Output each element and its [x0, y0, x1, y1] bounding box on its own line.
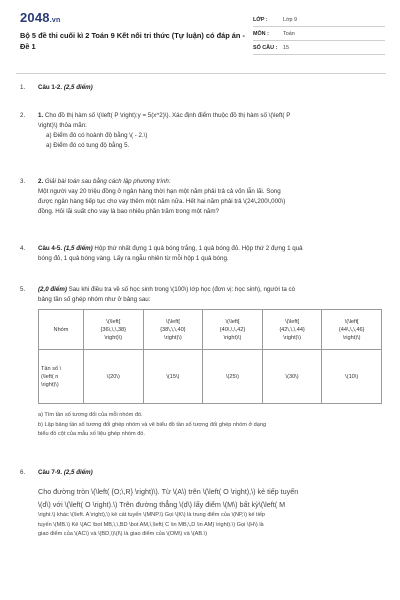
- cell-line: \right)\): [223, 334, 242, 341]
- question-text-line: giao điểm của \(AC\) và \(BD,\)\(I\) là giao điểm của \(OM\) và \(AB.\): [38, 531, 208, 537]
- question-text-line: bảng tần số ghép nhóm như ở bảng sau:: [38, 296, 151, 303]
- question-points: (2,5 điểm): [63, 84, 93, 91]
- cell-line: \right)\): [104, 334, 123, 341]
- table-header-cell: Nhóm: [39, 310, 84, 350]
- document-header: [0, 0, 400, 70]
- cell-line: \(\left[: [165, 318, 180, 325]
- meta-table: [253, 13, 385, 55]
- meta-value: Toán: [283, 30, 295, 37]
- question-number: 6.: [20, 469, 26, 476]
- question-text-line: Sau khi điều tra về số học sinh trong \(100\) lớp học (đơn vị: học sinh), người ta có: [66, 286, 296, 293]
- table-cell: \(20\): [84, 350, 144, 404]
- cell-line: \(\left[: [106, 318, 121, 325]
- table-header-cell: [39, 350, 84, 404]
- table-cell: [322, 310, 382, 350]
- question-text-line: Cho đường tròn \(\left( {O;\,R} \right)\). Từ \(A\) trên \(\left( O \right),\) kẻ tiếp tuyến: [38, 487, 299, 496]
- question-points: (2,5 điểm): [63, 469, 93, 476]
- question-points: (1,5 điểm): [63, 245, 93, 252]
- table-cell: [143, 310, 203, 350]
- question-2: [20, 111, 390, 161]
- question-3: [20, 177, 390, 227]
- question-title: Câu 1-2.: [38, 84, 63, 91]
- cell-line: \(\left[: [225, 318, 240, 325]
- question-number: 5.: [20, 286, 26, 293]
- table-row: [39, 350, 382, 404]
- cell-line: {44\,\,\,46}: [338, 326, 365, 333]
- subquestion-a: a) Tìm tần số tương đối của mỗi nhóm đó.: [38, 412, 143, 418]
- cell-line: \(\left[: [285, 318, 300, 325]
- meta-row-count: [253, 41, 385, 55]
- subquestion-b: b) Lập bảng tần số tương đối ghép nhóm và vẽ biểu đồ tần số tương đối ghép nhóm ở dạng: [38, 421, 267, 428]
- meta-label: SỐ CÂU :: [253, 44, 278, 51]
- question-points: (2,0 điểm): [38, 286, 67, 293]
- question-text-line: được ngân hàng tiếp tục cho vay thêm một năm nữa. Hết hai năm phải trả \(24\,200\,000\): [38, 198, 286, 205]
- question-text-line: Cho đồ thị hàm số \(\left( P \right):y = 5(x^2)\). Xác định điểm thuộc đồ thị hàm số \(\left( P: [44, 112, 291, 119]
- table-cell: \(25\): [203, 350, 263, 404]
- question-lead: 1.: [38, 112, 44, 119]
- question-4: [20, 244, 390, 266]
- question-text-line: \(d\) với \(\left( O \right).\) Trên đường thẳng \(d\) lấy điểm \(M\) bất kỳ\(\left( M: [38, 499, 286, 509]
- subquestion-a: a) Điểm đó có hoành độ bằng \( - 2.\): [46, 132, 148, 139]
- question-6: [20, 468, 390, 568]
- question-text-line: bóng đỏ, 1 quả bóng vàng. Lấy ra ngẫu nhiên từ mỗi hộp 1 quả bóng.: [38, 255, 229, 262]
- meta-row-subject: [253, 27, 385, 41]
- question-lead: 2.: [38, 178, 44, 185]
- table-cell: \(30\): [262, 350, 322, 404]
- table-cell: \(10\): [322, 350, 382, 404]
- cell-line: {42\,\,\,44}: [279, 326, 305, 333]
- question-text-line: Một người vay 20 triệu đồng ở ngân hàng thời hạn một năm phải trả cả vốn lẫn lãi. Song: [38, 188, 281, 195]
- meta-value: 15: [283, 44, 289, 51]
- cell-line: {40\,\,\,42}: [219, 326, 246, 333]
- question-title: Câu 4-5.: [38, 245, 63, 252]
- question-1: [20, 83, 380, 93]
- meta-value: Lớp 9: [283, 16, 298, 23]
- table-cell: [203, 310, 263, 350]
- meta-row-class: [253, 13, 385, 27]
- site-logo[interactable]: [20, 10, 60, 25]
- question-number: 3.: [20, 178, 26, 185]
- cell-line: \(\left[: [344, 318, 359, 325]
- header-divider: [16, 73, 386, 74]
- cell-line: {36\,\,\,38}: [100, 326, 127, 333]
- table-row: [39, 310, 382, 350]
- subquestion-b: a) Điểm đó có tung độ bằng 5.: [46, 142, 130, 149]
- question-5: [20, 285, 390, 450]
- question-text-line: \right.\) khác \(\left. A \right),\) kẻ cát tuyến \(MNP.\) Gọi \(K\) là trung điểm của \(NP,\) kẻ tiếp: [38, 512, 266, 518]
- question-text-line: \right)\) thỏa mãn:: [38, 122, 87, 129]
- document-title: Bộ 5 đề thi cuối kì 2 Toán 9 Kết nối tri thức (Tự luận) có đáp án - Đề 1: [20, 31, 245, 51]
- logo-suffix: .vn: [49, 17, 61, 24]
- cell-line: \right)\): [41, 381, 59, 388]
- meta-label: LỚP :: [253, 16, 268, 23]
- cell-line: \right)\): [164, 334, 182, 341]
- cell-line: (\left( n: [41, 373, 59, 380]
- question-number: 4.: [20, 245, 26, 252]
- question-title: Câu 7-9.: [38, 469, 63, 476]
- cell-line: Tần số \: [41, 365, 62, 372]
- frequency-table: [38, 309, 382, 404]
- meta-label: MÔN :: [253, 30, 269, 37]
- question-instruction: Giải bài toán sau bằng cách lập phương trình:: [44, 178, 171, 185]
- table-cell: \(15\): [143, 350, 203, 404]
- question-number: 1.: [20, 84, 26, 91]
- cell-line: \right)\): [283, 334, 301, 341]
- question-text-line: đồng. Hỏi lãi suất cho vay là bao nhiêu phần trăm trong một năm?: [38, 208, 219, 215]
- table-cell: [262, 310, 322, 350]
- subquestion-b-cont: biểu đồ cột của mẫu số liệu ghép nhóm đó.: [38, 431, 145, 437]
- question-text-line: tuyến \(MB.\) Kẻ \(AC \bot MB,\,\,BD \bot AM,\,\left( C \in MB,\,D \in AM} \right).\) Gọi \(H\) là: [38, 521, 264, 528]
- question-number: 2.: [20, 112, 26, 119]
- question-text-line: Hộp thứ nhất đựng 1 quả bóng trắng, 1 quả bóng đỏ. Hộp thứ 2 đựng 1 quả: [92, 245, 303, 252]
- cell-line: {38\,\,\,40}: [160, 326, 186, 333]
- cell-line: \right)\): [342, 334, 361, 341]
- logo-main: 2048: [20, 10, 50, 25]
- table-cell: [84, 310, 144, 350]
